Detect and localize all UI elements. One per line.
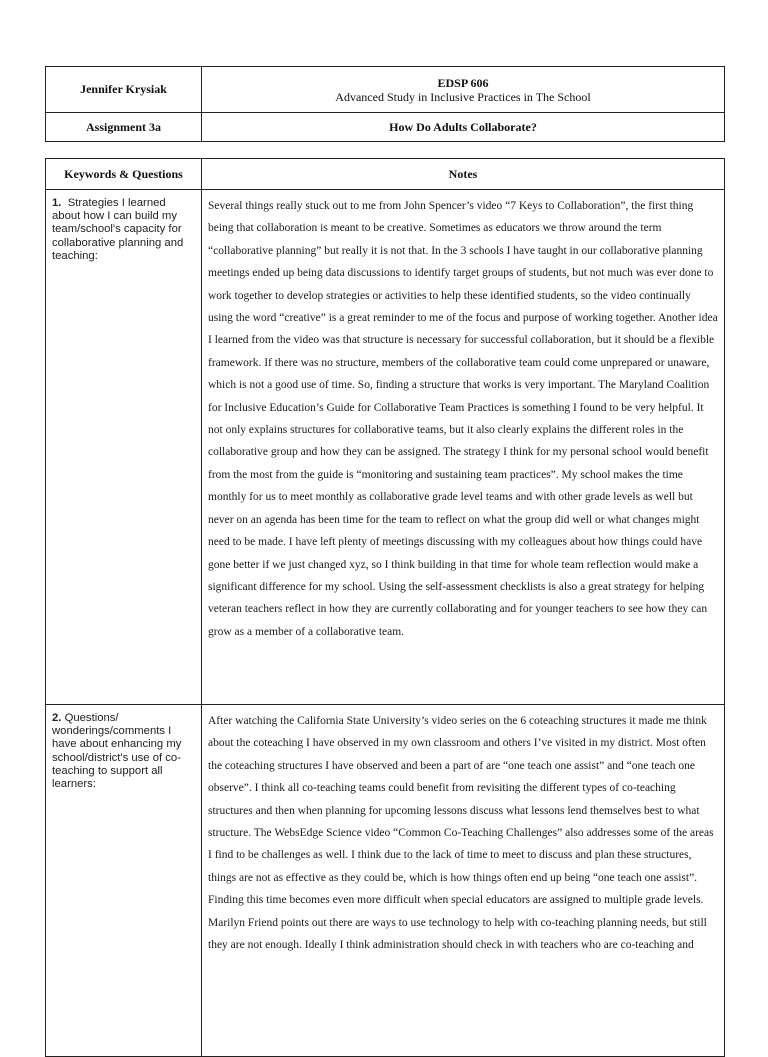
- table-row: [46, 190, 725, 705]
- keyword-text: Strategies I learned about how I can build my team/school's capacity for collaborative planning and teaching:: [52, 197, 184, 262]
- assignment-label: Assignment 3a: [46, 113, 202, 142]
- keyword-number: 2.: [52, 712, 62, 724]
- column-header-notes: Notes: [202, 159, 725, 190]
- table-row: [46, 705, 725, 1057]
- keyword-text: Questions/ wonderings/comments I have about enhancing my school/district's use of co-teaching to support all learners:: [52, 712, 182, 791]
- course-info: [202, 67, 725, 113]
- notes-header-row: [46, 159, 725, 190]
- student-name: Jennifer Krysiak: [46, 67, 202, 113]
- header-table: [45, 66, 725, 142]
- note-cell: After watching the California State University’s video series on the 6 coteaching structures it made me think about the coteaching I have observed in my own classroom and others I’ve visited in my district. Most often the coteaching structures I have observed and been a part of are “one teach one assist” and “one teach one observe”. I think all co-teaching teams could benefit from revisiting the different types of co-teaching structures and then when planning for upcoming lessons discuss what lessons lend themselves best to what structure. The WebsEdge Science video “Common Co-Teaching Challenges” also addresses some of the areas I find to be challenges as well. I think due to the lack of time to meet to discuss and plan these structures, things are not as effective as they could be, which is how things often end up being “one teach one assist”. Finding this time becomes even more difficult when special educators are assigned to multiple grade levels. Marilyn Friend points out there are ways to use technology to help with co-teaching planning needs, but still they are not enough. Ideally I think administration should check in with teachers who are co-teaching and: [202, 705, 725, 1057]
- header-row-1: [46, 67, 725, 113]
- course-name: Advanced Study in Inclusive Practices in The School: [335, 89, 591, 104]
- column-header-keywords: Keywords & Questions: [46, 159, 202, 190]
- notes-table: [45, 158, 725, 1057]
- course-code: EDSP 606: [437, 75, 489, 90]
- note-cell: Several things really stuck out to me from John Spencer’s video “7 Keys to Collaboration”, the first thing being that collaboration is meant to be creative. Sometimes as educators we throw around the term “collaborative planning” but really it is not that. In the 3 schools I have taught in our collaborative planning meetings ended up being data discussions to identify target groups of students, but not much was ever done to work together to develop strategies or activities to help these identified students, so the video continually using the word “creative” is a great reminder to me of the focus and purpose of working together. Another idea I learned from the video was that structure is necessary for successful collaboration, but it should be a flexible framework. If there was no structure, members of the collaborative team could come unprepared or unaware, which is not a good use of time. So, finding a structure that works is very important. The Maryland Coalition for Inclusive Education’s Guide for Collaborative Team Practices is something I found to be very helpful. It not only explains structures for collaborative teams, but it also clearly explains the different roles in the collaborative group and how they can be assigned. The strategy I think for my personal school would benefit from the most from the guide is “monitoring and sustaining team practices”. My school makes the time monthly for us to meet monthly as collaborative grade level teams and with other grade levels as well but never on an agenda has been time for the team to reflect on what the group did well or what changes might need to be made. I have left plenty of meetings discussing with my colleagues about how things could have gone better if we just changed xyz, so I think building in that time for whole team reflection would make a significant difference for my school. Using the self-assessment checklists is also a great strategy for helping veteran teachers reflect in how they are currently collaborating and for younger teachers to see how they can grow as a member of a collaborative team.: [202, 190, 725, 705]
- header-row-2: [46, 113, 725, 142]
- keyword-cell: [46, 705, 202, 1057]
- keyword-cell: [46, 190, 202, 705]
- keyword-number: 1.: [52, 197, 62, 209]
- assignment-topic: How Do Adults Collaborate?: [202, 113, 725, 142]
